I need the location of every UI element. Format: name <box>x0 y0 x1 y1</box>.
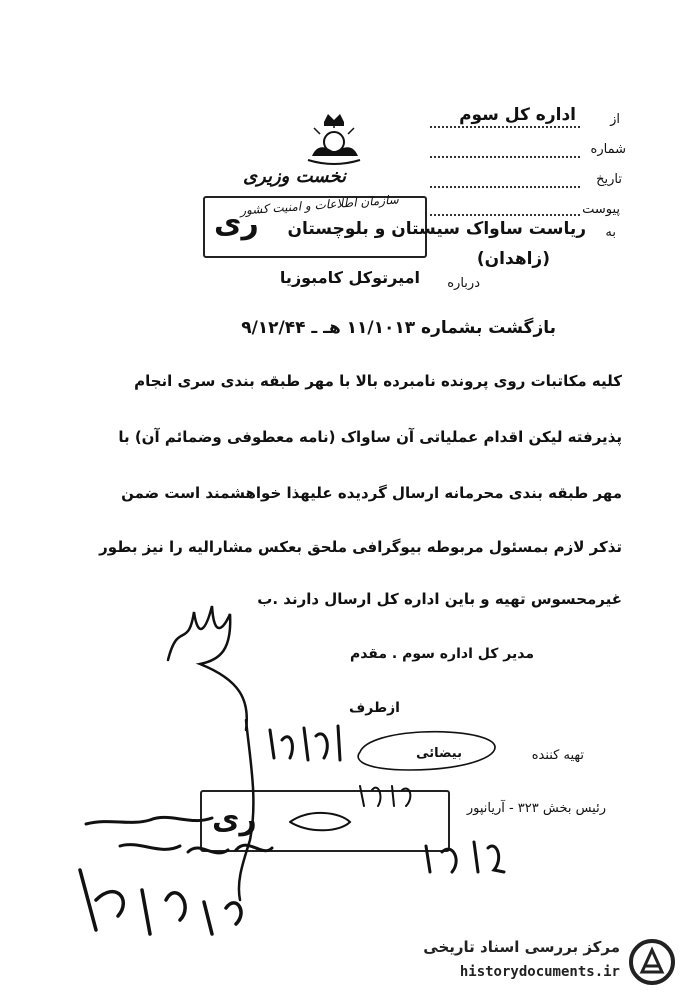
second-stamp-mark: ری <box>212 802 257 837</box>
number-label: شماره <box>590 142 626 157</box>
body-line: مهر طبقه بندی محرمانه ارسال گردیده علیهذا خواهشمند است ضمن <box>121 484 622 502</box>
file-number-scribble <box>86 817 272 852</box>
from-label: از <box>610 112 620 127</box>
director-signature <box>168 606 247 730</box>
prime-ministry-heading: نخست وزیری <box>242 166 346 187</box>
body-line: تذکر لازم بمسئول مربوطه بیوگرافی ملحق بعکس مشارالیه را نیز بطور <box>99 538 622 556</box>
director-closing: مدیر کل اداره سوم . مقدم <box>349 646 534 662</box>
name-oval <box>358 732 495 770</box>
body-line: کلیه مکاتبات روی پرونده نامبرده بالا با مهر طبقه بندی سری انجام <box>134 372 622 390</box>
subject-value: امیرتوکل کامبوزیا <box>279 268 420 287</box>
date-scribble-3 <box>426 842 504 872</box>
subject-label: درباره <box>447 276 480 291</box>
on-behalf-of: ازطرف <box>348 700 400 716</box>
from-value: اداره کل سوم <box>459 105 576 125</box>
body-line: غیرمحسوس تهیه و باین اداره کل ارسال دارند .ب <box>257 590 622 608</box>
to-value: ریاست ساواک سیستان و بلوچستان <box>287 219 586 239</box>
to-label: به <box>605 225 616 240</box>
date-scribble-2 <box>360 786 410 806</box>
margin-curve <box>239 720 253 900</box>
archive-logo-icon <box>628 938 676 986</box>
prepared-by-label: تهیه کننده <box>531 748 584 763</box>
stamp-scribble <box>290 813 350 830</box>
stamp-mark: ری <box>214 206 259 241</box>
attachment-label: پیوست <box>582 202 620 217</box>
prepared-by-name: بیضائی <box>416 746 462 761</box>
date-label: تاریخ <box>596 172 622 187</box>
stamp-organization-text: سازمان اطلاعات و امنیت کشور <box>239 192 400 218</box>
date-scribble-1 <box>270 726 340 760</box>
watermark-org-name: مرکز بررسی اسناد تاریخی <box>423 938 620 956</box>
large-date-scribble <box>80 870 241 934</box>
to-city: (زاهدان) <box>476 249 550 269</box>
section-head-label: رئیس بخش ۳۲۳ - آریانپور <box>466 801 606 816</box>
body-line: پذیرفته لیکن اقدام عملیاتی آن ساواک (نامه معطوفی وضمائم آن) با <box>118 428 622 446</box>
reference-line: بازگشت بشماره ۱۱/۱۰۱۳ هـ ـ ۹/۱۲/۴۴ <box>241 318 556 338</box>
watermark-url: historydocuments.ir <box>459 964 620 980</box>
